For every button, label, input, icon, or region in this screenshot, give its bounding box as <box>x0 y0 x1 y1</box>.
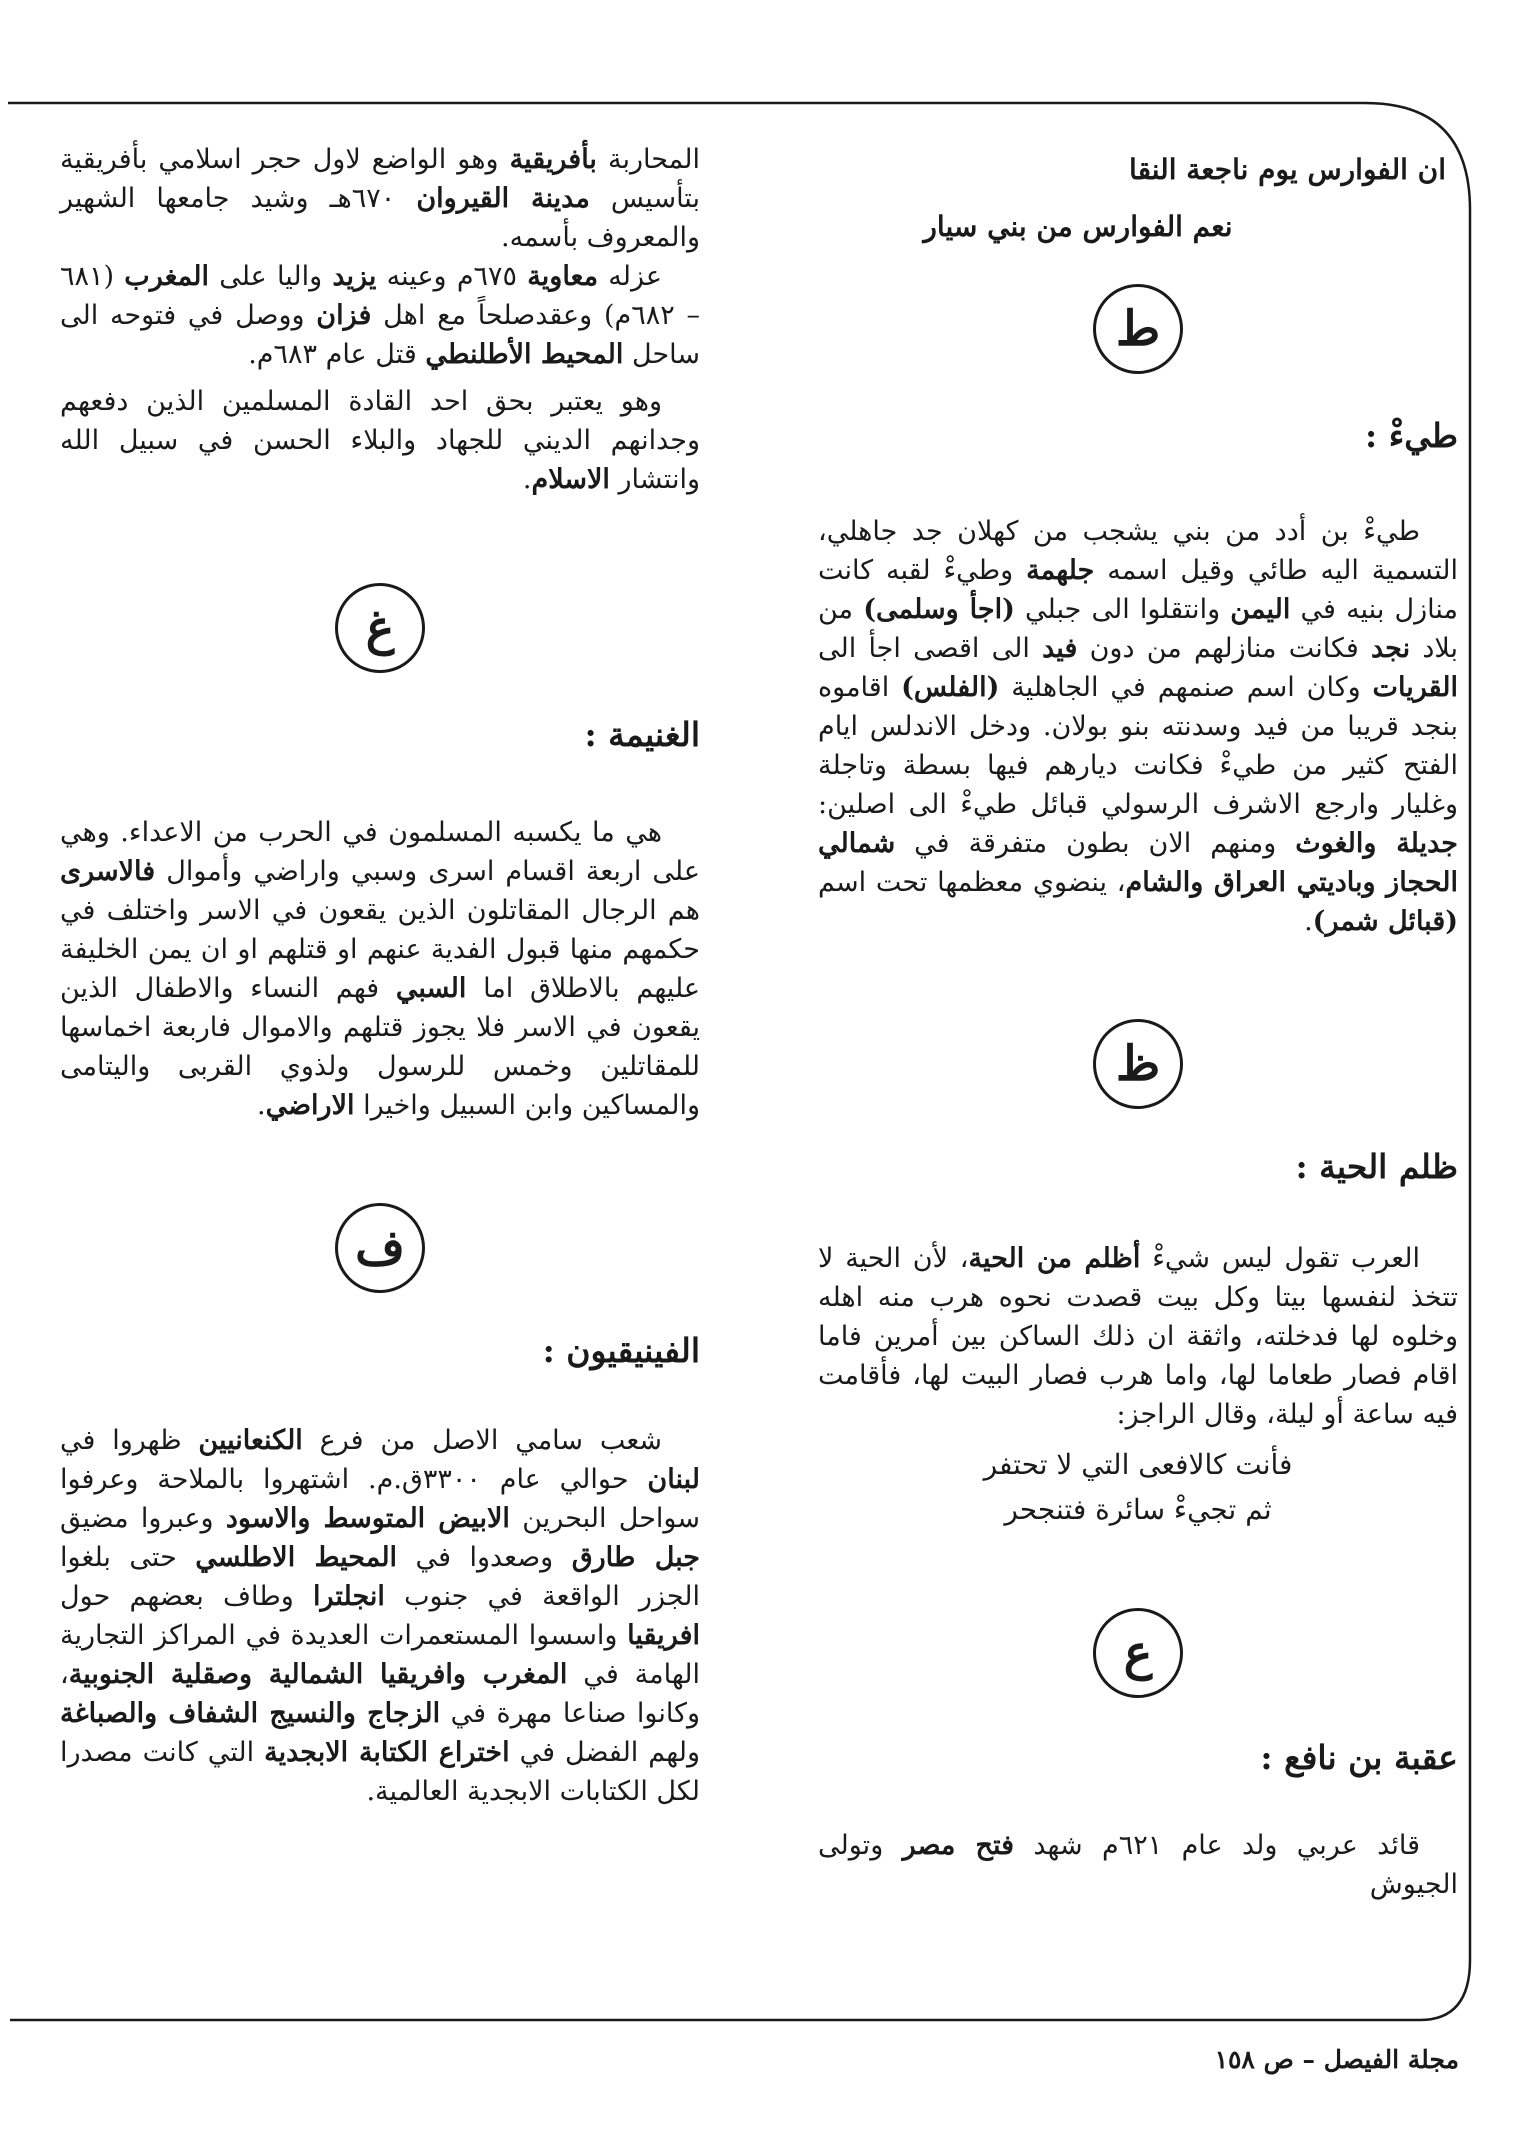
text-run: المحاربة <box>596 144 701 175</box>
bold-term: المحيط الاطلسي <box>195 1542 398 1573</box>
bold-term: يزيد <box>332 261 377 292</box>
text-run: وصعدوا في <box>397 1542 572 1573</box>
text-run: العرب تقول ليس شيءْ <box>1140 1243 1421 1274</box>
text-run: ووصل في فتوحه الى ساحل <box>60 300 700 370</box>
poem-line-2: ثم تجيءْ سائرة فتنجحر <box>1004 1493 1272 1526</box>
bold-term: السبي <box>395 973 467 1004</box>
text-run: وطيءْ لقبه كانت منازل بنيه في <box>818 555 1459 625</box>
text-run: ، ينضوي معظمها تحت اسم <box>818 867 1126 898</box>
text-run: من بلاد <box>818 594 1459 664</box>
tayy-paragraph <box>818 512 1458 941</box>
poem-line-1: فأنت كالافعى التي لا تحتفر <box>983 1448 1293 1481</box>
ghanima-paragraph <box>60 813 700 1125</box>
bold-term: جلهمة <box>1026 555 1095 586</box>
text-run: فهم النساء والاطفال الذين يقعون في الاسر فلا يجوز قتلهم والاموال فاربعة اخماسها للمقاتلين وخمس للرسول ولذوي القربى واليتامى والمساكين وابن السبيل واخيرا <box>60 973 700 1121</box>
bold-term: جديلة والغوث <box>1295 828 1458 859</box>
bold-term: الابيض المتوسط والاسود <box>225 1503 510 1534</box>
text-run: وهو يعتبر بحق احد القادة المسلمين الذين دفعهم وجدانهم الديني للجهاد والبلاء الحسن في سبيل الله وانتشار <box>60 386 700 495</box>
text-run: اقاموه بنجد قريبا من فيد وسدنته بنو بولان. ودخل الاندلس ايام الفتح كثير من طيءْ فكانت ديارهم فيها بسطة وتاجلة وغليار وارجع الاشرف الرسولي قبائل طيءْ الى اصلين: <box>818 672 1458 820</box>
bold-term: لبنان <box>647 1464 700 1495</box>
left-column <box>60 140 700 1811</box>
text-run: . <box>1304 906 1313 937</box>
verse-line-1: ان الفوارس يوم ناجعة النقا <box>1129 153 1446 186</box>
text-run: . <box>257 1090 266 1121</box>
text-run: وانتقلوا الى جبلي <box>1014 594 1231 625</box>
bold-term: اختراع الكتابة الابجدية <box>264 1737 510 1768</box>
bold-term: فزان <box>316 300 372 331</box>
heading-phoenicians: الفينيقيون : <box>542 1331 700 1370</box>
text-run: وكان اسم صنمهم في الجاهلية <box>999 672 1373 703</box>
text-run: وهو الواضع لاول حجر اسلامي بأفريقية بتأسيس <box>60 144 700 214</box>
bold-term: القريات <box>1372 672 1458 703</box>
bold-term: جبل طارق <box>571 1542 700 1573</box>
text-run: طيءْ بن أدد من بني يشجب من كهلان جد جاهلي، التسمية اليه طائي وقيل اسمه <box>818 516 1458 586</box>
bold-term: الاراضي <box>265 1090 355 1121</box>
letter-ghain-badge: غ <box>335 583 425 673</box>
text-run: ولهم الفضل في <box>509 1737 700 1768</box>
letter-ain-badge: ع <box>1093 1608 1183 1698</box>
bold-term: مدينة القيروان <box>416 183 590 214</box>
text-run: حوالي عام ٣٣٠٠ق.م. اشتهروا بالملاحة وعرفوا سواحل البحرين <box>60 1464 700 1534</box>
text-run: هي ما يكسبه المسلمون في الحرب من الاعداء. وهي على اربعة اقسام اسرى وسبي واراضي وأموال <box>60 817 700 887</box>
text-run: واسسوا المستعمرات العديدة في المراكز التجارية الهامة في <box>60 1620 700 1690</box>
text-run: هم الرجال المقاتلون الذين يقعون في الاسر واختلف في حكمهم منها قبول الفدية عنهم او قتلهم او ان يمن الخليفة عليهم بالاطلاق اما <box>60 895 700 1004</box>
text-run: قائد عربي ولد عام ٦٢١م شهد <box>1014 1830 1420 1861</box>
text-run: واليا على <box>208 261 333 292</box>
text-run: (٦٨١ – ٦٨٢م) وعقدصلحاً مع اهل <box>60 261 700 331</box>
bold-term: فالاسرى <box>60 856 156 887</box>
text-run: . <box>522 464 532 495</box>
bold-term: (الفلس) <box>901 672 1000 703</box>
bold-term: المحيط الأطلنطي <box>425 339 624 370</box>
bold-term: افريقيا <box>627 1620 700 1651</box>
bold-term: الكنعانيين <box>198 1425 303 1456</box>
bold-term: اليمن <box>1230 594 1291 625</box>
bold-term: انجلترا <box>312 1581 385 1612</box>
uqba-continuation <box>60 140 700 257</box>
page-footer: مجلة الفيصل – ص ١٥٨ <box>1214 2045 1459 2074</box>
text-run: ظهروا في <box>60 1425 199 1456</box>
right-column <box>818 150 1458 1904</box>
text-run: شعب سامي الاصل من فرع <box>302 1425 662 1456</box>
bold-term: بأفريقية <box>509 144 597 175</box>
heading-zulm-al-hayya: ظلم الحية : <box>1295 1147 1458 1186</box>
bold-term: (اجأ وسلمى) <box>863 594 1015 625</box>
bold-term: فيد <box>1042 633 1078 664</box>
letter-ta-badge: ط <box>1093 284 1183 374</box>
text-run: ومنهم الان بطون متفرقة في <box>895 828 1296 859</box>
letter-za-badge: ظ <box>1093 1019 1183 1109</box>
bold-term: المغرب وافريقيا الشمالية وصقلية الجنوبية <box>68 1659 568 1690</box>
text-run: الى اقصى اجأ الى <box>818 633 1043 664</box>
bold-term: الاسلام <box>531 464 610 495</box>
text-run: وعبروا مضيق <box>60 1503 226 1534</box>
zulm-paragraph <box>818 1239 1458 1434</box>
letter-fa-badge: ف <box>335 1203 425 1293</box>
bold-term: الزجاج والنسيج الشفاف والصباغة <box>60 1698 441 1729</box>
bold-term: المغرب <box>124 261 209 292</box>
uqba-paragraph <box>818 1826 1458 1904</box>
uqba-continuation-2 <box>60 257 700 374</box>
text-run: ، وكانوا صناعا مهرة في <box>60 1659 700 1729</box>
text-run: ٦٧٥م وعينه <box>376 261 528 292</box>
text-run: عزله <box>598 261 662 292</box>
text-run: وتولى الجيوش <box>818 1830 1458 1900</box>
text-run: التي كانت مصدرا لكل الكتابات الابجدية العالمية. <box>60 1737 700 1807</box>
phoenicians-paragraph <box>60 1421 700 1811</box>
verse-line-2: نعم الفوارس من بني سيار <box>923 210 1233 243</box>
text-run: قتل عام ٦٨٣م. <box>248 339 426 370</box>
bold-term: فتح مصر <box>902 1830 1015 1861</box>
bold-term: نجد <box>1371 633 1411 664</box>
bold-term: (قبائل شمر) <box>1312 906 1458 937</box>
text-run: فكانت منازلهم من دون <box>1077 633 1371 664</box>
heading-uqba: عقبة بن نافع : <box>1260 1738 1458 1777</box>
heading-ghanima: الغنيمة : <box>584 715 700 754</box>
heading-tayy: طيءْ : <box>1365 416 1458 455</box>
uqba-continuation-3 <box>60 382 700 499</box>
text-run: ، لأن الحية لا تتخذ لنفسها بيتا وكل بيت قصدت نحوه هرب منه اهله وخلوه لها فدخلته، واثقة ان ذلك الساكن بين أمرين فاما اقام فصار طعاما لها، واما هرب فصار البيت لها، فأقامت فيه ساعة أو ليلة، وقال الراجز: <box>818 1243 1458 1430</box>
bold-term: أظلم من الحية <box>968 1243 1141 1274</box>
bold-term: معاوية <box>527 261 599 292</box>
text-run: حتى بلغوا الجزر الواقعة في جنوب <box>60 1542 700 1612</box>
text-run: ٦٧٠هـ وشيد جامعها الشهير والمعروف بأسمه. <box>60 183 700 253</box>
bold-term: شمالي الحجاز وباديتي العراق والشام <box>818 828 1459 898</box>
text-run: وطاف بعضهم حول <box>60 1581 313 1612</box>
